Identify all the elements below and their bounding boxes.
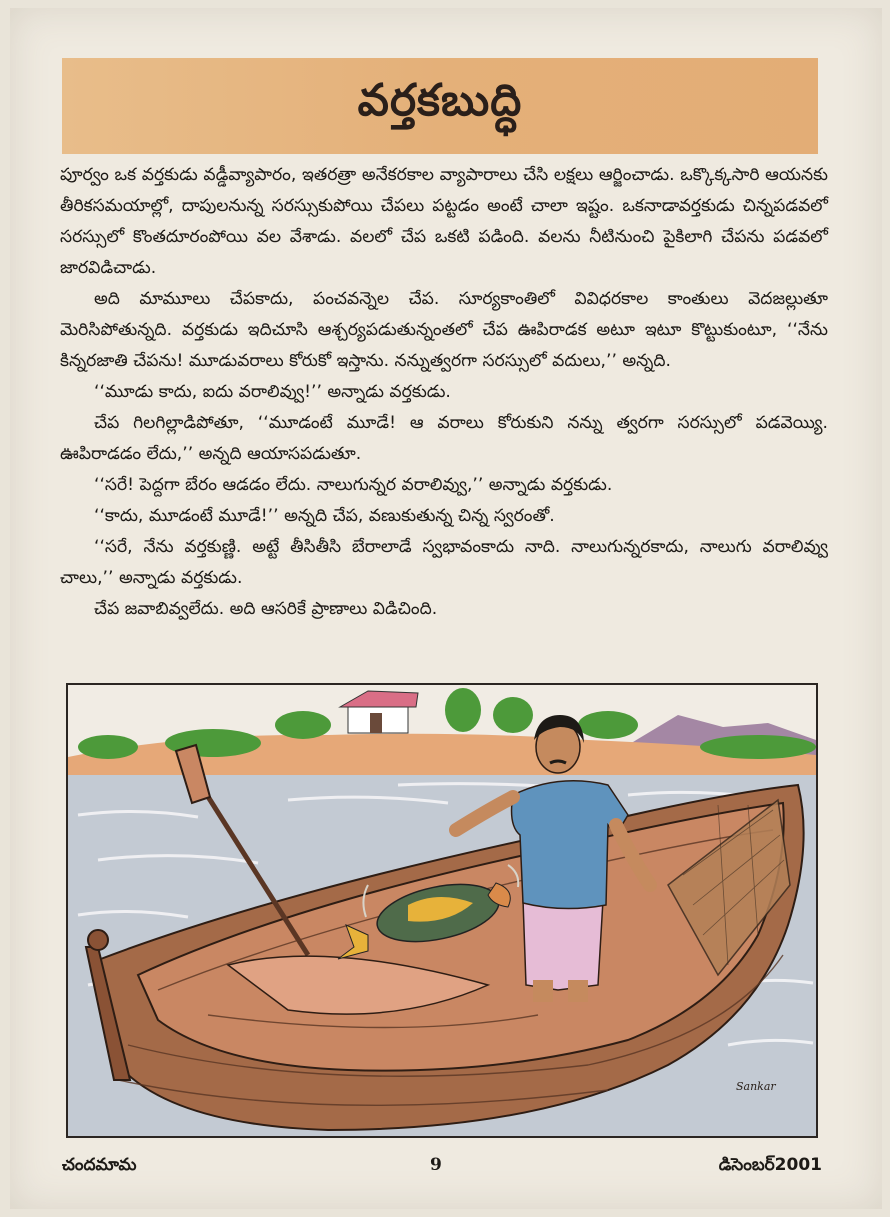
story-paragraph: చేప జవాబివ్వలేదు. అది ఆసరికే ప్రాణాలు విడిచింది. [94,599,438,619]
story-title: వర్తకబుద్ధి [357,75,523,126]
story-paragraph: ‘‘సరే! పెద్దగా బేరం ఆడడం లేదు. నాలుగున్నర వరాలివ్వు,’’ అన్నాడు వర్తకుడు. [94,475,613,495]
story-paragraph: ‘‘కాదు, మూడంటే మూడే!’’ అన్నది చేప, వణుకుతున్న చిన్న స్వరంతో. [94,506,555,526]
story-paragraph: ‘‘మూడు కాదు, ఐదు వరాలివ్వు!’’ అన్నాడు వర్తకుడు. [94,382,451,402]
page-footer [62,1155,822,1183]
magazine-name: చందమామ [62,1155,137,1175]
issue-date: డిసెంబర్2001 [718,1155,822,1175]
artist-signature: Sankar [736,1080,776,1093]
story-paragraph: ‘‘సరే, నేను వర్తకుణ్ణి. అట్టే తీసితీసి బేరాలాడే స్వభావంకాదు నాది. నాలుగున్నరకాదు, నాలుగు వరాలివ్వు చాలు,’’ అన్నాడు వర్తకుడు. [60,537,828,588]
title-banner [62,58,818,154]
story-illustration [66,683,818,1138]
story-paragraph: పూర్వం ఒక వర్తకుడు వడ్డీవ్యాపారం, ఇతరత్రా అనేకరకాల వ్యాపారాలు చేసి లక్షలు ఆర్జించాడు. ఒక్కొక్కసారి ఆయనకు తీరికసమయాల్లో, దాపులనున్న సరస్సుకుపోయి చేపలు పట్టడం అంటే చాలా ఇష్టం. ఒకనాడావర్తకుడు చిన్నపడవలో సరస్సులో కొంతదూరంపోయి వల వేశాడు. వలలో చేప ఒకటి పడింది. వలను నీటినుంచి పైకిలాగి చేపను పడవలో జారవిడిచాడు. [60,165,828,278]
story-paragraph: అది మామూలు చేపకాదు, పంచవన్నెల చేప. సూర్యకాంతిలో వివిధరకాల కాంతులు వెదజల్లుతూ మెరిసిపోతున్నది. వర్తకుడు ఇదిచూసి ఆశ్చర్యపడుతున్నంతలో చేప ఊపిరాడక అటూ ఇటూ కొట్టుకుంటూ, ‘‘నేను కిన్నరజాతి చేపను! మూడువరాలు కోరుకో ఇస్తాను. నన్నుత్వరగా సరస్సులో వదులు,’’ అన్నది. [60,289,828,371]
story-body [60,160,828,625]
story-paragraph: చేప గిలగిల్లాడిపోతూ, ‘‘మూడంటే మూడే! ఆ వరాలు కోరుకుని నన్ను త్వరగా సరస్సులో పడవెయ్యి. ఊపిరాడడం లేదు,’’ అన్నది ఆయాసపడుతూ. [60,413,828,464]
page-number: 9 [430,1155,442,1175]
